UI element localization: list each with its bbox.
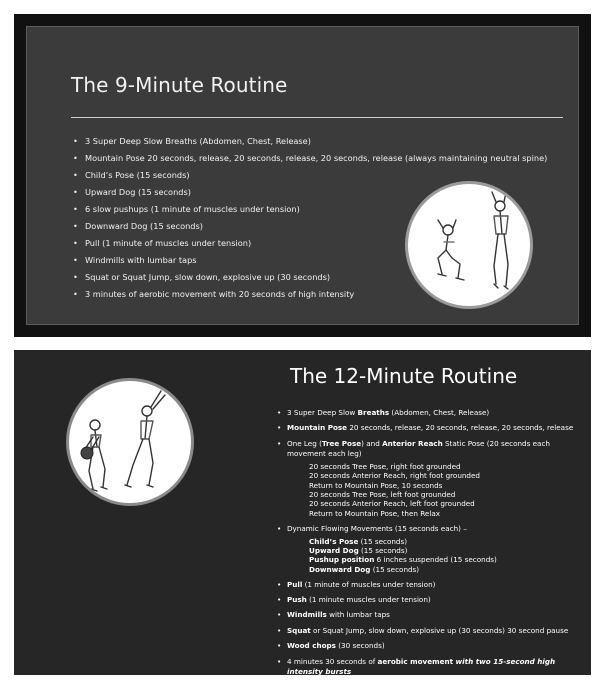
list-item (276, 595, 582, 605)
slide-9-minute-routine (14, 14, 591, 337)
text: Static Pose (20 seconds each movement each leg) (287, 438, 550, 458)
sub-item (309, 565, 582, 574)
text-bold-italic: with two 15-second high intensity bursts (287, 656, 556, 676)
list-item: • 6 slow pushups (1 minute of muscles under tension) (71, 201, 547, 218)
sub-list (309, 462, 582, 518)
sub-item: Return to Mountain Pose, 10 seconds (309, 480, 443, 490)
list-item (276, 657, 582, 677)
text: or Squat Jump, slow down, explosive up (30 seconds) 30 second pause (310, 625, 569, 635)
exercise-illustration-ball-reach (66, 378, 194, 506)
text: ) and (361, 438, 383, 448)
list-item (276, 439, 582, 518)
list-item (276, 524, 582, 575)
list-item: • Child’s Pose (15 seconds) (71, 167, 547, 184)
text-bold: Wood chops (287, 641, 336, 651)
sub-item: 20 seconds Anterior Reach, right foot grounded (309, 471, 480, 481)
text: (15 seconds) (358, 546, 408, 556)
text: (Abdomen, Chest, Release) (389, 408, 490, 417)
text: (15 seconds) (370, 564, 420, 574)
list-item (276, 610, 582, 620)
list-item: • Downward Dog (15 seconds) (71, 218, 547, 235)
text-bold: Child’s Pose (309, 536, 359, 546)
text: 4 minutes 30 seconds of (287, 656, 378, 666)
list-item (276, 423, 582, 433)
list-item: • Pull (1 minute of muscles under tension) (71, 235, 547, 252)
slide-title: The 12-Minute Routine (290, 364, 518, 388)
text: Dynamic Flowing Movements (15 seconds each) – (287, 523, 467, 533)
slide-12-minute-routine (14, 350, 591, 675)
text-bold: Squat (287, 625, 311, 635)
text: 3 Super Deep Slow (287, 408, 358, 417)
slide-panel (26, 26, 579, 325)
text-bold: Breaths (357, 408, 390, 417)
text-bold: Anterior Reach (382, 438, 443, 448)
text-bold: Tree Pose (321, 438, 362, 448)
slide-title: The 9-Minute Routine (71, 73, 288, 97)
text-bold: Pushup position (309, 555, 375, 565)
sub-item: Return to Mountain Pose, then Relax (309, 508, 440, 518)
list-item: • Mountain Pose 20 seconds, release, 20 seconds, release, 20 seconds, release (always maintaining neutral spine) (71, 150, 547, 167)
exercise-illustration-squat-jump (405, 181, 533, 309)
list-item: • Squat or Squat Jump, slow down, explosive up (30 seconds) (71, 269, 547, 286)
sub-item: 20 seconds Tree Pose, right foot grounded (309, 461, 461, 471)
text-bold: Windmills (287, 610, 327, 620)
routine-list (276, 408, 582, 682)
text-bold: Push (287, 595, 307, 605)
sub-item: 20 seconds Tree Pose, left foot grounded (309, 490, 456, 499)
text: with lumbar taps (326, 610, 390, 620)
sub-item: 20 seconds Anterior Reach, left foot grounded (309, 499, 475, 509)
text: (30 seconds) (335, 641, 385, 651)
text-bold: Downward Dog (309, 564, 371, 574)
ball-reach-figures-icon (69, 381, 191, 503)
sub-list (309, 537, 582, 575)
text-bold: Mountain Pose (287, 423, 348, 433)
text-bold: aerobic movement (377, 656, 454, 666)
list-item: • 3 minutes of aerobic movement with 20 seconds of high intensity (71, 286, 547, 303)
text: (15 seconds) (358, 536, 408, 546)
text: One Leg ( (287, 438, 322, 448)
squat-jump-figures-icon (408, 184, 530, 306)
text-bold: Pull (287, 579, 303, 589)
list-item: • 3 Super Deep Slow Breaths (Abdomen, Chest, Release) (71, 133, 547, 150)
text: 20 seconds, release, 20 seconds, release, 20 seconds, release (347, 423, 574, 433)
list-item: • Windmills with lumbar taps (71, 252, 547, 269)
text-bold: Upward Dog (309, 546, 359, 556)
title-divider (71, 117, 563, 118)
list-item (276, 408, 582, 418)
sub-item (309, 546, 582, 555)
text: 6 inches suspended (15 seconds) (374, 555, 497, 565)
text: (1 minute muscles under tension) (306, 595, 431, 605)
sub-item (309, 537, 582, 546)
sub-item (309, 555, 582, 564)
list-item (276, 580, 582, 590)
list-item (276, 626, 582, 636)
list-item: • Upward Dog (15 seconds) (71, 184, 547, 201)
list-item (276, 641, 582, 651)
text: (1 minute of muscles under tension) (302, 579, 436, 589)
